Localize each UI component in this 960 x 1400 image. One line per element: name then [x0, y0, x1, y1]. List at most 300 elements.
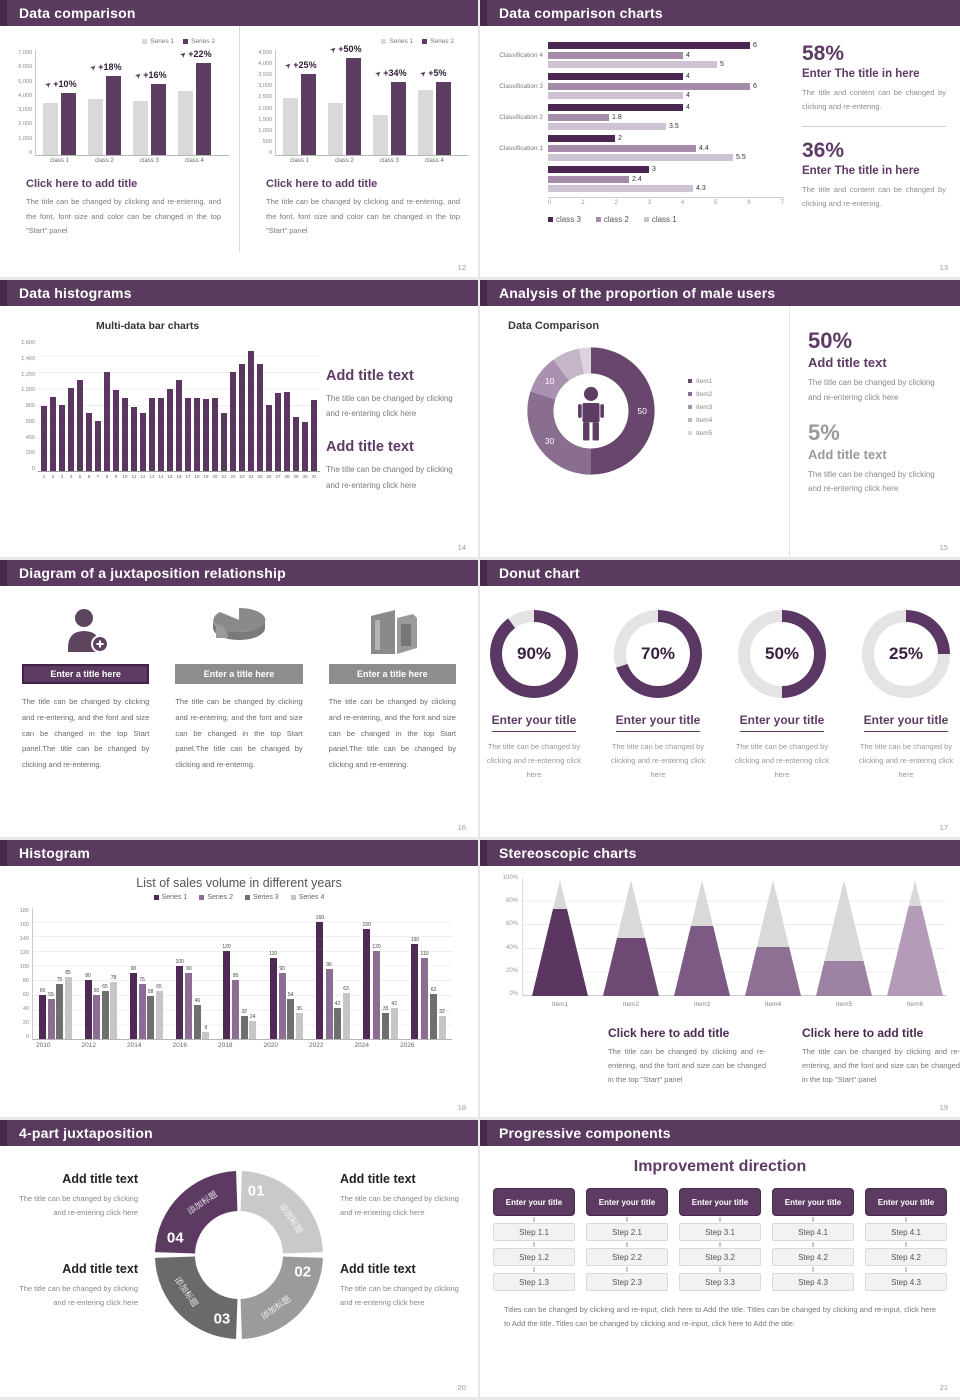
- step-box: Step 2.2: [586, 1248, 668, 1266]
- category-label: class 4: [425, 158, 444, 164]
- growth-value: +34%: [383, 68, 407, 78]
- step-box: Step 3.1: [679, 1223, 761, 1241]
- stat-heading: Add title text: [808, 446, 887, 462]
- slide-header: [480, 840, 960, 866]
- block-body: The title can be changed by clicking and re-entering click here: [326, 394, 453, 419]
- donut-ring: [862, 610, 950, 698]
- slide-header: [0, 1120, 478, 1146]
- x-tick-label: 2012: [81, 1042, 96, 1049]
- connector: [719, 1267, 721, 1272]
- value-label: 65: [156, 984, 162, 990]
- y-tick-label: 1,200: [21, 371, 35, 378]
- cone-fill: [674, 926, 730, 996]
- block-heading: Add title text: [326, 368, 414, 384]
- x-tick-label: 26: [266, 474, 272, 479]
- value-label: 54: [287, 992, 294, 998]
- arrow-up-icon: ➤: [372, 67, 384, 79]
- slide-content: [0, 586, 478, 812]
- bar: [411, 944, 418, 1039]
- legend-item: Series 1: [154, 894, 188, 901]
- juxtaposition-column: [22, 600, 149, 773]
- category-label: class 2: [335, 158, 354, 164]
- block-heading: Click here to add title: [26, 178, 138, 190]
- slide-title: Data comparison: [19, 5, 136, 21]
- value-label: 3.5: [669, 123, 679, 130]
- svg-text:添加标题: 添加标题: [185, 1188, 220, 1217]
- legend-swatch-icon: [422, 39, 427, 44]
- category-label: Item5: [835, 1001, 853, 1008]
- donut-card: [608, 610, 708, 782]
- block-body: The title can be changed by clicking and re-entering click here: [340, 1194, 459, 1217]
- category-label: class 1: [290, 158, 309, 164]
- connector: [719, 1217, 721, 1222]
- svg-text:添加标题: 添加标题: [258, 1293, 293, 1322]
- slide-title: Data comparison charts: [499, 5, 663, 21]
- stats-panel: [792, 26, 960, 280]
- category-label: Item2: [622, 1001, 640, 1008]
- connector: [812, 1267, 814, 1272]
- slide-content: [480, 1146, 960, 1372]
- bar: [122, 398, 128, 471]
- y-tick-label: 600: [25, 418, 35, 425]
- bar: [430, 994, 437, 1039]
- y-tick-label: 0: [31, 466, 35, 472]
- y-tick-label: 1,000: [258, 127, 272, 134]
- x-tick-label: 1: [42, 474, 46, 479]
- stat-percentage: 50%: [808, 328, 853, 353]
- slide-juxtaposition-relationship[interactable]: [0, 560, 480, 840]
- pie-3d-icon: [175, 600, 302, 664]
- x-axis: [548, 197, 784, 206]
- bar-area: [275, 43, 468, 164]
- bar: [65, 977, 72, 1039]
- bar-group: [39, 970, 72, 1039]
- connector: [812, 1242, 814, 1247]
- slide-title: Histogram: [19, 845, 91, 861]
- progress-column: [865, 1188, 947, 1291]
- donut-body: The title can be changed by clicking and re-entering click here: [486, 742, 582, 779]
- bar-group: [327, 43, 362, 164]
- slide-title: Analysis of the proportion of male users: [499, 285, 776, 301]
- bar: [239, 364, 245, 471]
- hbar: [548, 104, 683, 111]
- slide-content: [480, 306, 960, 560]
- series1-bar: [283, 98, 298, 155]
- category-label: class 3: [380, 158, 399, 164]
- donut-ring: [490, 610, 578, 698]
- y-tick-label: 100: [19, 964, 29, 970]
- slide-data-comparison[interactable]: [0, 0, 480, 280]
- donut-card: [484, 610, 584, 782]
- bar: [296, 1013, 303, 1039]
- y-axis: [250, 50, 275, 156]
- bar-group: [484, 135, 792, 161]
- donut-heading: Enter your title: [740, 713, 825, 732]
- step-box: Step 4.2: [865, 1248, 947, 1266]
- value-label: 4: [686, 104, 690, 111]
- y-tick-label: 60%: [505, 921, 518, 928]
- hbar: [548, 73, 683, 80]
- donut-ring: [738, 610, 826, 698]
- series2-bar: [301, 74, 316, 155]
- growth-value: +22%: [188, 49, 212, 59]
- value-label: 35: [382, 1006, 389, 1012]
- value-label: 4.4: [699, 144, 709, 152]
- page-number: 13: [939, 263, 948, 272]
- series2-bar: [391, 82, 406, 155]
- cone-shape: [674, 880, 730, 996]
- legend-item: Series 2: [183, 38, 215, 45]
- x-tick-label: 2022: [309, 1042, 324, 1049]
- legend-swatch-icon: [688, 392, 692, 396]
- bar-group: [417, 50, 451, 164]
- category-label: Classification 4: [499, 51, 543, 59]
- text-block: [802, 1026, 960, 1087]
- slide-header: [0, 280, 478, 306]
- block-heading: Add title text: [340, 1172, 416, 1186]
- page-number: 18: [457, 1103, 466, 1112]
- hbar-chart: [480, 26, 792, 280]
- x-tick-label: 2026: [400, 1042, 415, 1049]
- x-tick-label: 9: [114, 474, 118, 479]
- value-label: 90: [130, 966, 137, 972]
- block-heading: Add title text: [340, 1261, 416, 1276]
- stat-heading: Enter The title in here: [802, 68, 920, 80]
- y-tick-label: 4,000: [258, 61, 272, 68]
- bar: [326, 969, 333, 1039]
- y-axis: [494, 875, 518, 997]
- legend-swatch-icon: [688, 379, 692, 383]
- cone-fill: [603, 938, 659, 996]
- bar: [167, 389, 173, 471]
- donut-heading: Enter your title: [492, 713, 577, 732]
- bar: [194, 398, 200, 471]
- bar: [86, 413, 92, 471]
- progress-column: [493, 1188, 575, 1291]
- chart-legend: [688, 378, 712, 443]
- donut-percentage: 50%: [750, 622, 814, 686]
- y-tick-label: 3,500: [258, 72, 272, 79]
- x-tick-label: 2014: [127, 1042, 142, 1049]
- donut-percentage: 25%: [874, 622, 938, 686]
- x-tick-label: 18: [194, 474, 200, 479]
- donut-card: [732, 610, 832, 782]
- legend-item: Item2: [688, 391, 712, 398]
- bar-group: [484, 104, 792, 130]
- bar: [391, 1008, 398, 1039]
- x-tick-label: 14: [158, 474, 164, 479]
- step-box: Step 3.3: [679, 1273, 761, 1291]
- value-label: 75: [139, 977, 145, 983]
- connector: [905, 1242, 907, 1247]
- bar: [270, 958, 277, 1039]
- block-heading: Add title text: [62, 1172, 138, 1186]
- value-label: 4.3: [696, 185, 706, 192]
- svg-text:添加标题: 添加标题: [277, 1201, 306, 1236]
- series1-bar: [328, 103, 343, 155]
- x-tick-label: 24: [248, 474, 254, 479]
- x-tick-label: 2016: [172, 1042, 187, 1049]
- bar: [221, 413, 227, 471]
- slide-header: [0, 0, 478, 26]
- stat-heading: Add title text: [808, 355, 887, 370]
- value-label: 46: [194, 998, 201, 1004]
- x-tick-label: 11: [131, 474, 137, 479]
- value-label: 4: [686, 51, 690, 59]
- y-tick-label: 180: [19, 908, 29, 914]
- cone-fill: [532, 909, 588, 996]
- divider: [802, 126, 946, 127]
- step-box: Step 1.3: [493, 1273, 575, 1291]
- bar: [248, 351, 254, 471]
- legend-swatch-icon: [199, 895, 204, 900]
- chart-legend: [10, 38, 229, 45]
- y-tick-label: 3,000: [18, 107, 32, 114]
- category-label: Classification 2: [499, 113, 543, 121]
- arrow-up-icon: ➤: [327, 43, 339, 55]
- cone-item: [532, 880, 588, 1008]
- page-number: 14: [457, 543, 466, 552]
- bar-group: [484, 42, 792, 68]
- value-label: 4: [686, 92, 690, 99]
- slide-title: Diagram of a juxtaposition relationship: [19, 565, 286, 581]
- value-label: 90: [279, 966, 285, 972]
- hbar: [548, 166, 649, 173]
- block-heading: Click here to add title: [802, 1026, 924, 1040]
- category-label: Item6: [906, 1001, 924, 1008]
- x-tick-label: 3: [60, 474, 64, 479]
- bar: [311, 400, 317, 471]
- x-tick-label: 23: [239, 474, 245, 479]
- y-tick-label: 2,500: [258, 94, 272, 101]
- cone-item: [745, 880, 801, 1008]
- text-block: [250, 178, 468, 239]
- legend-item: Series 2: [199, 894, 233, 901]
- value-label: 32: [241, 1009, 247, 1015]
- stat-body: The title can be changed by clicking and re-entering click here: [808, 378, 935, 402]
- growth-annotation: [327, 43, 362, 55]
- x-tick-label: 10: [122, 474, 128, 479]
- legend-item: Item1: [688, 378, 712, 385]
- bar-group: [484, 73, 792, 99]
- slide-data-histograms[interactable]: [0, 280, 480, 560]
- step-box: Step 4.1: [772, 1223, 854, 1241]
- bar-group: [130, 966, 163, 1039]
- y-tick-label: 100%: [502, 875, 518, 881]
- slide-data-comparison-charts[interactable]: [480, 0, 960, 280]
- value-label: 96: [326, 962, 332, 968]
- x-tick-label: 19: [203, 474, 209, 479]
- y-tick-label: 1,500: [258, 116, 272, 123]
- block-body: The title can be changed by clicking and re-entering, and the font and size can be changed in the top "Start" panel: [802, 1047, 960, 1084]
- slide-header: [0, 560, 478, 586]
- y-tick-label: 400: [25, 434, 35, 441]
- slide-title: Progressive components: [499, 1125, 671, 1141]
- series1-bar: [88, 99, 103, 155]
- block-body: The title can be changed by clicking and re-entering click here: [19, 1283, 138, 1307]
- x-tick-label: 2018: [218, 1042, 233, 1049]
- text-block: [14, 1262, 138, 1310]
- text-blocks: [608, 1026, 960, 1087]
- growth-value: +25%: [293, 60, 317, 70]
- text-block: [340, 1172, 464, 1220]
- y-tick-label: 20%: [505, 967, 518, 974]
- series1-bar: [178, 91, 193, 155]
- stat-percentage: 5%: [808, 419, 840, 445]
- page-number: 17: [939, 823, 948, 832]
- series2-bar: [346, 58, 361, 155]
- bar-group: [372, 50, 407, 164]
- bar: [176, 380, 182, 471]
- section-heading: Improvement direction: [633, 1158, 807, 1175]
- connector: [905, 1217, 907, 1222]
- value-label: 6: [753, 42, 757, 49]
- page-number: 20: [457, 1383, 466, 1392]
- juxtaposition-column: [175, 600, 302, 773]
- slide-content: [480, 866, 960, 1092]
- bar: [110, 982, 117, 1039]
- value-label: 2: [618, 135, 622, 142]
- y-tick-label: 0: [28, 149, 32, 156]
- bar-group: [222, 944, 256, 1039]
- donut-percentage: 90%: [502, 622, 566, 686]
- category-label: class 2: [95, 158, 114, 164]
- bar: [293, 417, 299, 471]
- x-tick-label: 2: [51, 474, 55, 479]
- step-box: Step 4.2: [772, 1248, 854, 1266]
- value-label: 65: [102, 984, 108, 990]
- value-label: 110: [269, 951, 278, 957]
- y-tick-label: 500: [262, 138, 272, 145]
- slide-donut-chart[interactable]: [480, 560, 960, 840]
- svg-text:04: 04: [166, 1229, 184, 1247]
- male-users-donut-chart: [516, 336, 666, 486]
- category-label: Item1: [551, 1001, 569, 1008]
- y-tick-label: 6,000: [18, 64, 32, 71]
- slide-histogram[interactable]: [0, 840, 480, 1120]
- slide-content: [0, 306, 478, 532]
- bar: [68, 388, 74, 471]
- svg-text:50: 50: [637, 406, 647, 416]
- cone-shape: [532, 880, 588, 996]
- legend-swatch-icon: [688, 431, 692, 435]
- slide-title: Data histograms: [19, 285, 132, 301]
- bar-group: [85, 973, 118, 1039]
- arrow-up-icon: ➤: [42, 78, 54, 90]
- value-label: 55: [48, 992, 54, 998]
- series2-bar: [436, 82, 451, 155]
- cone-fill: [887, 906, 943, 996]
- legend-item: class 2: [596, 215, 629, 224]
- column-title-bar: Enter a title here: [175, 664, 302, 684]
- x-tick-label: 2: [614, 200, 618, 206]
- block-heading: Add title text: [326, 439, 414, 456]
- category-label: Item3: [693, 1001, 711, 1008]
- value-label: 110: [420, 951, 429, 957]
- y-tick-label: 7,000: [18, 50, 32, 56]
- value-label: 150: [362, 922, 371, 928]
- slide-progressive-components[interactable]: [480, 1120, 960, 1400]
- slide-stereoscopic-charts[interactable]: [480, 840, 960, 1120]
- bar: [102, 991, 109, 1039]
- hbar: [548, 145, 696, 152]
- value-label: 1.8: [612, 113, 622, 121]
- x-tick-label: 29: [293, 474, 299, 479]
- bar: [275, 393, 281, 471]
- slide-male-users-proportion[interactable]: [480, 280, 960, 560]
- x-tick-label: 1: [581, 200, 585, 206]
- value-label: 24: [249, 1014, 256, 1020]
- slide-header: [0, 840, 478, 866]
- y-tick-label: 2,000: [258, 105, 272, 112]
- stat-body: The title and content can be changed by clicking and re-entering.: [802, 184, 946, 208]
- slide-header: [480, 560, 960, 586]
- chart-title: List of sales volume in different years: [136, 876, 342, 890]
- value-label: 160: [315, 915, 325, 921]
- x-tick-label: 25: [257, 474, 263, 479]
- growth-value: +50%: [338, 44, 362, 54]
- title-button: Enter your title: [493, 1188, 575, 1216]
- value-label: 80: [232, 973, 239, 979]
- cone-fill: [816, 961, 872, 996]
- stat-block: [802, 139, 946, 211]
- legend-item: Series 1: [381, 38, 413, 45]
- value-label: 36: [296, 1006, 302, 1012]
- value-label: 4: [686, 73, 690, 80]
- chart-legend: [548, 215, 792, 224]
- hbar: [548, 154, 733, 161]
- growth-annotation: [417, 67, 447, 79]
- stats-panel: [790, 306, 960, 560]
- connector: [719, 1242, 721, 1247]
- value-label: 120: [372, 944, 381, 950]
- x-axis: [0, 1042, 478, 1049]
- text-block: [326, 368, 462, 421]
- donut-card: [856, 610, 956, 782]
- bar: [156, 991, 163, 1039]
- hbar: [548, 42, 750, 49]
- x-tick-label: 4: [69, 474, 73, 479]
- value-label: 60: [93, 988, 100, 994]
- stat-body: The title and content can be changed by clicking and re-entering.: [802, 88, 946, 111]
- cone-shape: [745, 880, 801, 996]
- step-box: Step 1.1: [493, 1223, 575, 1241]
- page-number: 19: [939, 1103, 948, 1112]
- bar: [95, 421, 101, 471]
- bar: [131, 407, 137, 471]
- chart-title: Data Comparison: [508, 320, 600, 332]
- title-button: Enter your title: [772, 1188, 854, 1216]
- title-button: Enter your title: [865, 1188, 947, 1216]
- y-tick-label: 80%: [505, 898, 518, 905]
- slide-4-part-juxtaposition[interactable]: [0, 1120, 480, 1400]
- segmented-ring-diagram: [144, 1146, 334, 1355]
- hbar: [548, 114, 609, 121]
- comparison-panel: [239, 26, 478, 252]
- growth-value: +16%: [143, 70, 167, 80]
- cone-shape: [603, 880, 659, 996]
- legend-item: Series 4: [291, 894, 325, 901]
- growth-annotation: [372, 67, 407, 79]
- x-tick-label: 27: [275, 474, 281, 479]
- bar: [223, 951, 230, 1039]
- arrow-up-icon: ➤: [417, 67, 429, 79]
- x-tick-label: 2010: [36, 1042, 51, 1049]
- slide-content: [0, 866, 478, 1092]
- x-tick-label: 5: [78, 474, 82, 479]
- bar-group: [132, 50, 167, 164]
- progress-column: [772, 1188, 854, 1291]
